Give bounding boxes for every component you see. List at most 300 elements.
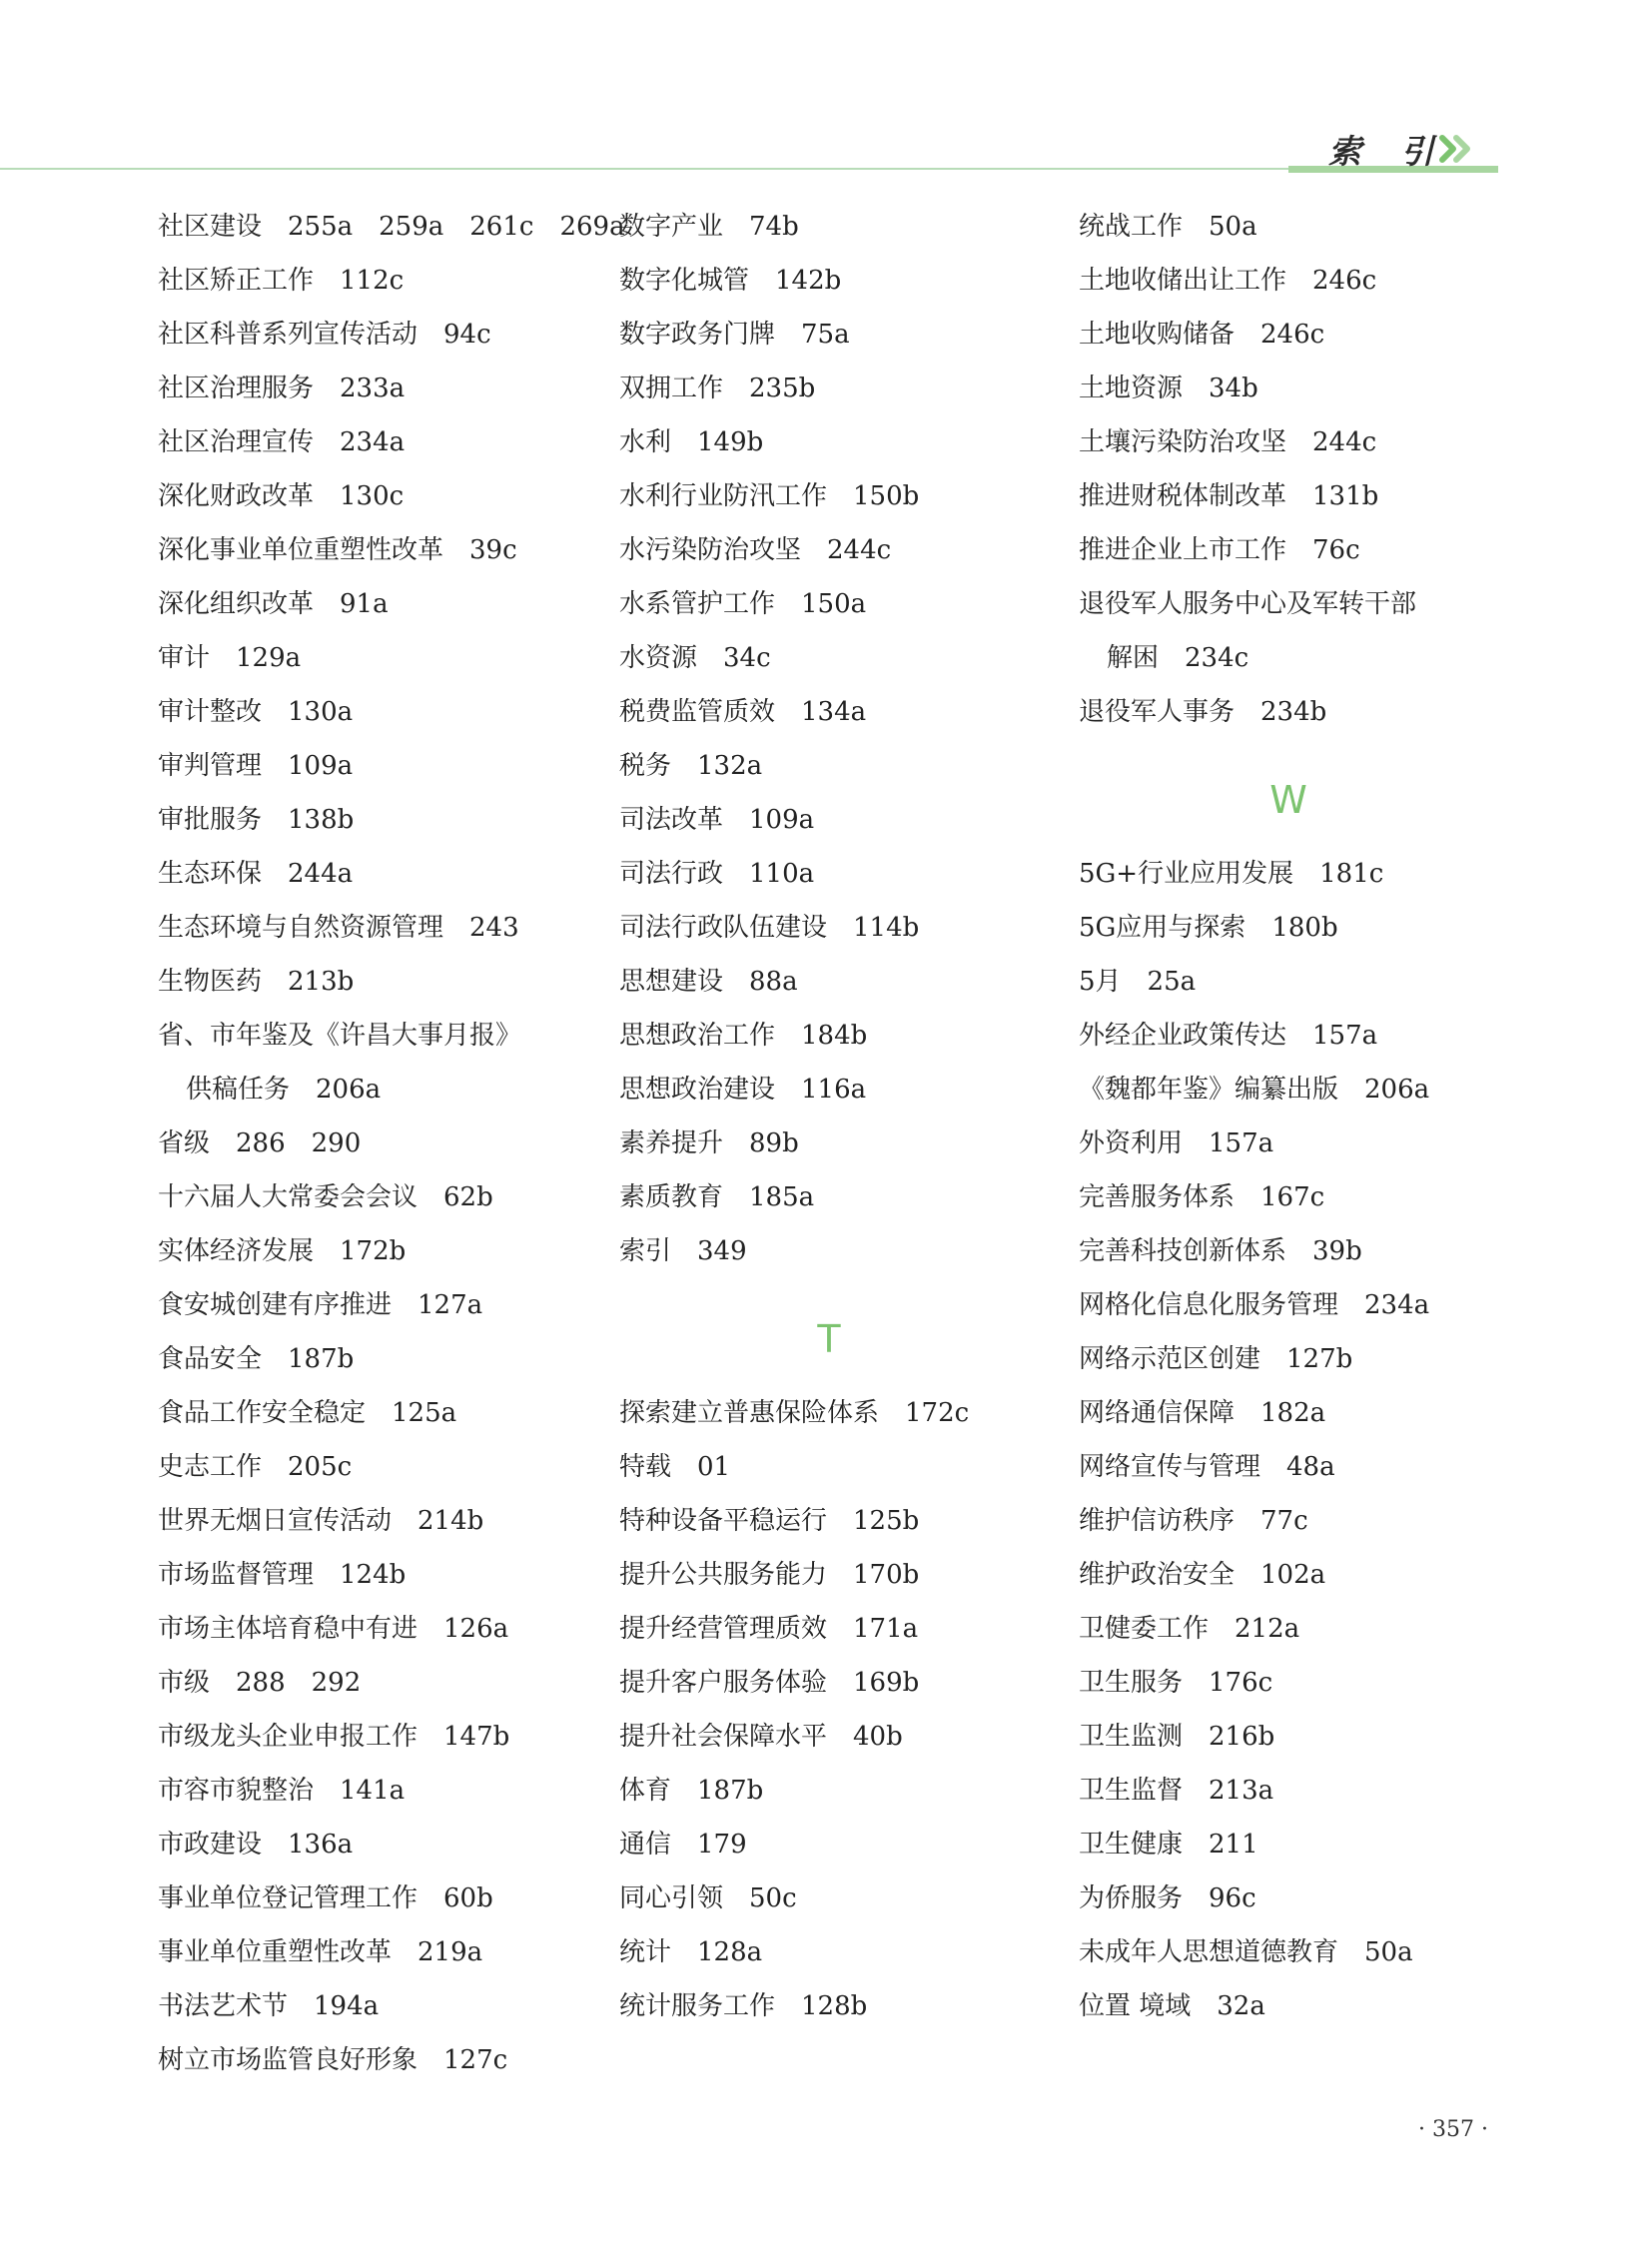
index-entry <box>158 1878 597 1932</box>
index-term: 提升公共服务能力 <box>619 1560 828 1590</box>
index-term: 完善科技创新体系 <box>1079 1236 1287 1266</box>
index-pages: 124b <box>340 1560 407 1590</box>
index-term: 司法改革 <box>619 805 724 835</box>
index-pages: 180b <box>1271 913 1338 943</box>
index-term: 推进企业上市工作 <box>1079 535 1287 565</box>
index-term: 市政建设 <box>158 1830 263 1860</box>
index-pages: 187b <box>697 1776 764 1806</box>
index-pages: 01 <box>697 1452 731 1482</box>
index-entry <box>158 584 597 638</box>
index-term: 社区科普系列宣传活动 <box>158 320 418 350</box>
index-term: 退役军人服务中心及军转干部 <box>1079 589 1417 619</box>
index-pages: 172c <box>905 1398 970 1428</box>
index-pages: 167c <box>1260 1182 1325 1212</box>
index-entry <box>619 1717 1059 1771</box>
index-entry <box>1079 530 1518 584</box>
index-term: 素质教育 <box>619 1182 724 1212</box>
index-entry <box>1079 692 1518 746</box>
index-term: 《魏都年鉴》编纂出版 <box>1079 1075 1339 1105</box>
index-pages: 110a <box>749 859 815 889</box>
index-term: 审判管理 <box>158 751 263 781</box>
index-pages: 187b <box>288 1344 355 1374</box>
index-pages: 76c <box>1312 535 1360 565</box>
index-term: 双拥工作 <box>619 374 724 403</box>
index-entry <box>158 261 597 315</box>
index-term: 网络通信保障 <box>1079 1398 1236 1428</box>
index-entry <box>158 638 597 692</box>
index-term: 生态环境与自然资源管理 <box>158 913 444 943</box>
index-pages: 176c <box>1209 1668 1273 1698</box>
index-pages: 89b <box>749 1128 799 1158</box>
index-entry <box>1079 584 1518 638</box>
index-term: 统计 <box>619 1937 672 1967</box>
index-entry <box>619 315 1059 369</box>
index-term: 十六届人大常委会会议 <box>158 1182 418 1212</box>
index-entry <box>619 369 1059 422</box>
index-pages: 206a <box>1364 1075 1430 1105</box>
index-entry <box>158 1609 597 1663</box>
index-term: 维护政治安全 <box>1079 1560 1236 1590</box>
index-entry <box>158 1932 597 1986</box>
index-term: 水资源 <box>619 643 698 673</box>
index-term: 数字产业 <box>619 212 724 242</box>
index-pages: 25a <box>1147 967 1197 997</box>
index-pages: 219a <box>417 1937 483 1967</box>
index-term: 解困 <box>1107 643 1160 673</box>
index-entry <box>619 800 1059 854</box>
index-pages: 74b <box>749 212 799 242</box>
index-entry <box>1079 1016 1518 1070</box>
index-entry <box>619 1663 1059 1717</box>
index-entry <box>619 1986 1059 2040</box>
index-pages: 182a <box>1260 1398 1326 1428</box>
index-pages: 126a <box>443 1614 509 1644</box>
index-entry <box>158 1447 597 1501</box>
index-pages: 48a <box>1286 1452 1335 1482</box>
section-title: 索 引 <box>1328 132 1448 171</box>
index-entry <box>619 962 1059 1016</box>
index-term: 卫生服务 <box>1079 1668 1184 1698</box>
index-pages: 157a <box>1209 1128 1274 1158</box>
index-entry <box>158 1555 597 1609</box>
index-term: 史志工作 <box>158 1452 263 1482</box>
index-entry <box>158 1285 597 1339</box>
index-entry <box>1079 962 1518 1016</box>
index-pages: 34c <box>723 643 771 673</box>
index-term: 为侨服务 <box>1079 1883 1184 1913</box>
index-term: 数字政务门牌 <box>619 320 776 350</box>
index-entry <box>158 1825 597 1878</box>
index-term: 事业单位登记管理工作 <box>158 1883 418 1913</box>
index-entry <box>1079 1070 1518 1123</box>
index-entry <box>619 1609 1059 1663</box>
index-term: 税务 <box>619 751 672 781</box>
page-header <box>0 0 1652 190</box>
index-entry <box>158 1663 597 1717</box>
page-number: · 357 · <box>1418 2117 1488 2142</box>
index-entry <box>1079 854 1518 908</box>
index-pages: 50c <box>749 1883 797 1913</box>
index-term: 卫生监测 <box>1079 1722 1184 1752</box>
index-column-3 <box>1079 207 1518 2040</box>
index-term: 网络宣传与管理 <box>1079 1452 1261 1482</box>
index-pages: 75a <box>801 320 850 350</box>
index-term: 退役军人事务 <box>1079 697 1236 727</box>
index-term: 思想政治工作 <box>619 1021 776 1051</box>
index-term: 维护信访秩序 <box>1079 1506 1236 1536</box>
index-entry <box>1079 1555 1518 1609</box>
index-term: 生态环保 <box>158 859 263 889</box>
index-pages: 40b <box>853 1722 903 1752</box>
index-pages: 157a <box>1312 1021 1378 1051</box>
index-term: 省、市年鉴及《许昌大事月报》 <box>158 1021 522 1051</box>
index-pages: 32a <box>1217 1991 1265 2021</box>
index-pages: 150b <box>853 481 920 511</box>
index-pages: 138b <box>288 805 355 835</box>
index-term: 书法艺术节 <box>158 1991 289 2021</box>
index-entry <box>158 1501 597 1555</box>
index-pages: 150a <box>801 589 867 619</box>
index-entry <box>619 1393 1059 1447</box>
index-term: 特种设备平稳运行 <box>619 1506 828 1536</box>
index-entry <box>1079 1231 1518 1285</box>
index-term: 审计整改 <box>158 697 263 727</box>
index-pages: 131b <box>1312 481 1379 511</box>
index-term: 索引 <box>619 1236 672 1266</box>
index-entry <box>158 530 597 584</box>
index-entry <box>1079 1393 1518 1447</box>
index-term: 通信 <box>619 1830 672 1860</box>
index-term: 食安城创建有序推进 <box>158 1290 393 1320</box>
index-entry <box>1079 207 1518 261</box>
index-term: 水系管护工作 <box>619 589 776 619</box>
index-pages: 50a <box>1364 1937 1413 1967</box>
index-entry <box>1079 1717 1518 1771</box>
index-entry <box>1079 1878 1518 1932</box>
index-entry <box>158 1717 597 1771</box>
index-term: 网络示范区创建 <box>1079 1344 1261 1374</box>
index-pages: 88a <box>749 967 798 997</box>
index-term: 网格化信息化服务管理 <box>1079 1290 1339 1320</box>
index-pages: 171a <box>853 1614 919 1644</box>
index-entry <box>619 261 1059 315</box>
index-pages: 216b <box>1209 1722 1275 1752</box>
index-column-2 <box>619 207 1059 2040</box>
index-term: 土壤污染防治攻坚 <box>1079 427 1287 457</box>
index-term: 提升社会保障水平 <box>619 1722 828 1752</box>
index-entry <box>1079 1771 1518 1825</box>
index-term: 市场主体培育稳中有进 <box>158 1614 418 1644</box>
index-term: 实体经济发展 <box>158 1236 315 1266</box>
index-entry <box>1079 1177 1518 1231</box>
index-entry <box>1079 476 1518 530</box>
index-pages: 77c <box>1260 1506 1308 1536</box>
index-entry <box>1079 908 1518 962</box>
index-entry <box>158 1771 597 1825</box>
index-term: 社区矫正工作 <box>158 266 315 296</box>
index-entry <box>158 1986 597 2040</box>
index-pages: 50a <box>1209 212 1257 242</box>
index-term: 思想建设 <box>619 967 724 997</box>
index-entry <box>619 530 1059 584</box>
index-entry <box>619 1771 1059 1825</box>
index-term: 水利 <box>619 427 672 457</box>
index-pages: 130a <box>288 697 354 727</box>
index-term: 水利行业防汛工作 <box>619 481 828 511</box>
index-term: 体育 <box>619 1776 672 1806</box>
index-entry <box>619 1447 1059 1501</box>
index-entry <box>619 1878 1059 1932</box>
index-pages: 212a <box>1235 1614 1300 1644</box>
index-term: 5月 <box>1079 967 1122 997</box>
index-pages: 213a <box>1209 1776 1274 1806</box>
index-term: 深化事业单位重塑性改革 <box>158 535 444 565</box>
index-pages: 130c <box>340 481 405 511</box>
index-pages: 286 290 <box>236 1128 362 1158</box>
index-entry <box>619 1932 1059 1986</box>
index-pages: 102a <box>1260 1560 1326 1590</box>
index-pages: 96c <box>1209 1883 1256 1913</box>
index-entry <box>158 1123 597 1177</box>
index-pages: 128b <box>801 1991 868 2021</box>
index-pages: 127c <box>443 2045 508 2075</box>
index-term: 市场监督管理 <box>158 1560 315 1590</box>
index-pages: 246c <box>1260 320 1325 350</box>
index-pages: 141a <box>340 1776 406 1806</box>
index-pages: 60b <box>443 1883 493 1913</box>
index-entry <box>158 476 597 530</box>
index-term: 深化财政改革 <box>158 481 315 511</box>
index-entry <box>1079 1285 1518 1339</box>
index-entry <box>619 1501 1059 1555</box>
index-entry <box>1079 1663 1518 1717</box>
index-term: 审计 <box>158 643 211 673</box>
index-term: 社区建设 <box>158 212 263 242</box>
index-entry-continuation <box>1079 638 1518 692</box>
index-term: 统计服务工作 <box>619 1991 776 2021</box>
index-term: 树立市场监管良好形象 <box>158 2045 418 2075</box>
index-pages: 244a <box>288 859 354 889</box>
index-entry <box>619 584 1059 638</box>
index-entry <box>619 1231 1059 1285</box>
index-term: 卫健委工作 <box>1079 1614 1210 1644</box>
index-entry <box>619 854 1059 908</box>
index-pages: 172b <box>340 1236 407 1266</box>
index-term: 统战工作 <box>1079 212 1184 242</box>
index-pages: 235b <box>749 374 816 403</box>
index-pages: 244c <box>1312 427 1377 457</box>
index-term: 土地收购储备 <box>1079 320 1236 350</box>
index-entry <box>619 1016 1059 1070</box>
index-term: 市级 <box>158 1668 211 1698</box>
index-entry <box>158 207 625 261</box>
index-pages: 136a <box>288 1830 354 1860</box>
double-chevron-right-icon <box>1438 134 1474 164</box>
index-pages: 244c <box>827 535 892 565</box>
index-pages: 234b <box>1260 697 1327 727</box>
index-pages: 181c <box>1319 859 1384 889</box>
index-pages: 125b <box>853 1506 920 1536</box>
index-term: 探索建立普惠保险体系 <box>619 1398 880 1428</box>
index-term: 思想政治建设 <box>619 1075 776 1105</box>
index-entry <box>1079 261 1518 315</box>
index-term: 深化组织改革 <box>158 589 315 619</box>
index-term: 土地收储出让工作 <box>1079 266 1287 296</box>
index-pages: 194a <box>314 1991 380 2021</box>
index-term: 未成年人思想道德教育 <box>1079 1937 1339 1967</box>
index-pages: 62b <box>443 1182 493 1212</box>
index-entry <box>158 800 597 854</box>
index-column-1 <box>158 207 625 2094</box>
index-entry <box>1079 1986 1518 2040</box>
index-term: 卫生监督 <box>1079 1776 1184 1806</box>
index-term: 提升经营管理质效 <box>619 1614 828 1644</box>
index-term: 土地资源 <box>1079 374 1184 403</box>
index-term: 司法行政 <box>619 859 724 889</box>
index-pages: 246c <box>1312 266 1377 296</box>
index-pages: 206a <box>316 1075 382 1105</box>
index-entry <box>158 692 597 746</box>
index-entry <box>619 638 1059 692</box>
index-entry <box>158 908 597 962</box>
index-entry <box>1079 1339 1518 1393</box>
index-pages: 34b <box>1209 374 1258 403</box>
index-entry <box>619 476 1059 530</box>
index-entry <box>158 1339 597 1393</box>
index-pages: 213b <box>288 967 355 997</box>
index-term: 同心引领 <box>619 1883 724 1913</box>
index-entry <box>1079 1932 1518 1986</box>
index-term: 5G应用与探索 <box>1079 913 1246 943</box>
index-term: 社区治理服务 <box>158 374 315 403</box>
index-pages: 214b <box>417 1506 484 1536</box>
index-entry <box>158 369 597 422</box>
index-pages: 125a <box>392 1398 457 1428</box>
index-term: 外资利用 <box>1079 1128 1184 1158</box>
index-term: 事业单位重塑性改革 <box>158 1937 393 1967</box>
index-pages: 94c <box>443 320 491 350</box>
index-entry <box>158 1393 597 1447</box>
index-term: 完善服务体系 <box>1079 1182 1236 1212</box>
index-pages: 234a <box>1364 1290 1430 1320</box>
index-pages: 91a <box>340 589 389 619</box>
index-pages: 169b <box>853 1668 920 1698</box>
index-entry <box>158 1016 597 1070</box>
index-term: 税费监管质效 <box>619 697 776 727</box>
index-pages: 114b <box>853 913 920 943</box>
index-pages: 255a 259a 261c 269a <box>288 212 625 242</box>
index-entry <box>619 207 1059 261</box>
index-term: 市级龙头企业申报工作 <box>158 1722 418 1752</box>
index-entry <box>619 908 1059 962</box>
header-rule <box>0 168 1498 170</box>
index-term: 数字化城管 <box>619 266 750 296</box>
index-entry <box>619 1555 1059 1609</box>
index-term: 社区治理宣传 <box>158 427 315 457</box>
index-pages: 116a <box>801 1075 867 1105</box>
index-term: 生物医药 <box>158 967 263 997</box>
index-entry <box>619 422 1059 476</box>
index-entry <box>619 692 1059 746</box>
index-term: 水污染防治攻坚 <box>619 535 802 565</box>
index-pages: 234c <box>1185 643 1249 673</box>
index-pages: 205c <box>288 1452 353 1482</box>
index-entry <box>158 315 597 369</box>
index-pages: 233a <box>340 374 406 403</box>
index-entry <box>1079 422 1518 476</box>
index-pages: 109a <box>749 805 815 835</box>
index-term: 省级 <box>158 1128 211 1158</box>
index-entry-continuation <box>158 1070 597 1123</box>
index-entry <box>158 1177 597 1231</box>
index-term: 卫生健康 <box>1079 1830 1184 1860</box>
index-pages: 147b <box>443 1722 510 1752</box>
index-pages: 288 292 <box>236 1668 362 1698</box>
index-term: 推进财税体制改革 <box>1079 481 1287 511</box>
index-pages: 149b <box>697 427 764 457</box>
index-pages: 128a <box>697 1937 763 1967</box>
index-term: 特载 <box>619 1452 672 1482</box>
index-term: 5G+行业应用发展 <box>1079 859 1294 889</box>
index-pages: 39c <box>469 535 517 565</box>
index-entry <box>1079 369 1518 422</box>
index-term: 审批服务 <box>158 805 263 835</box>
index-term: 司法行政队伍建设 <box>619 913 828 943</box>
index-entry <box>1079 1447 1518 1501</box>
index-entry <box>619 1123 1059 1177</box>
index-entry <box>158 2040 597 2094</box>
index-entry <box>619 746 1059 800</box>
index-entry <box>619 1070 1059 1123</box>
index-entry <box>158 1231 597 1285</box>
index-entry <box>619 1825 1059 1878</box>
index-pages: 132a <box>697 751 763 781</box>
index-term: 外经企业政策传达 <box>1079 1021 1287 1051</box>
index-term: 世界无烟日宣传活动 <box>158 1506 393 1536</box>
index-entry <box>1079 1825 1518 1878</box>
index-entry <box>158 962 597 1016</box>
index-pages: 142b <box>775 266 842 296</box>
index-pages: 185a <box>749 1182 815 1212</box>
index-pages: 170b <box>853 1560 920 1590</box>
index-pages: 211 <box>1209 1830 1258 1860</box>
index-entry <box>1079 315 1518 369</box>
index-pages: 184b <box>801 1021 868 1051</box>
index-term: 素养提升 <box>619 1128 724 1158</box>
index-pages: 349 <box>697 1236 747 1266</box>
index-entry <box>158 422 597 476</box>
index-pages: 127b <box>1286 1344 1353 1374</box>
letter-heading: T <box>817 1317 841 1361</box>
index-term: 食品安全 <box>158 1344 263 1374</box>
index-pages: 127a <box>417 1290 483 1320</box>
index-pages: 39b <box>1312 1236 1362 1266</box>
index-entry <box>1079 1123 1518 1177</box>
index-pages: 129a <box>236 643 302 673</box>
letter-heading: W <box>1269 778 1307 822</box>
index-term: 供稿任务 <box>186 1075 291 1105</box>
index-entry <box>619 1177 1059 1231</box>
index-term: 食品工作安全稳定 <box>158 1398 367 1428</box>
index-term: 提升客户服务体验 <box>619 1668 828 1698</box>
index-term: 位置 境域 <box>1079 1991 1192 2021</box>
index-pages: 109a <box>288 751 354 781</box>
index-entry <box>1079 1501 1518 1555</box>
index-entry <box>1079 1609 1518 1663</box>
index-entry <box>158 854 597 908</box>
index-pages: 179 <box>697 1830 747 1860</box>
index-term: 市容市貌整治 <box>158 1776 315 1806</box>
